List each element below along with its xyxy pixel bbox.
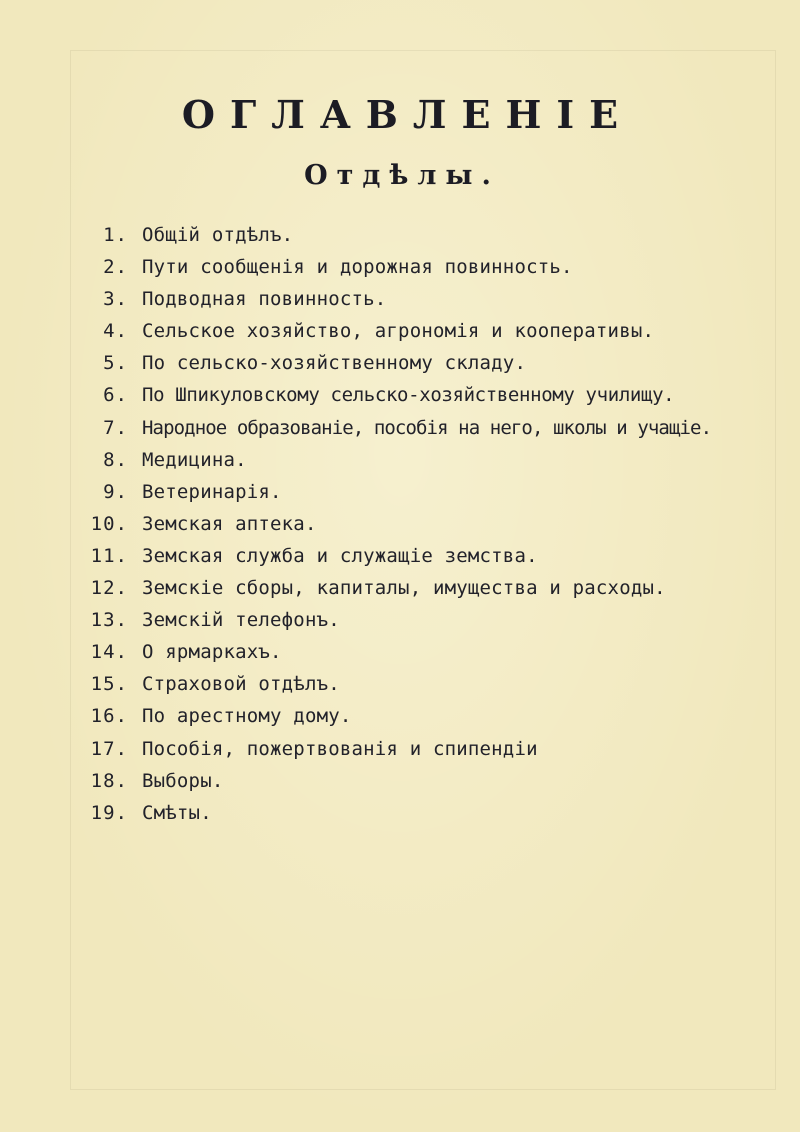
toc-item-number: 10. <box>90 512 128 535</box>
toc-item-number: 4. <box>103 320 128 343</box>
toc-item-number: 5. <box>103 352 128 375</box>
toc-item-number: 2. <box>103 256 128 279</box>
toc-item-title: По сельско-хозяйственному складу. <box>142 352 527 375</box>
toc-item <box>0 251 800 283</box>
toc-item-title: Земская служба и служащіе земства. <box>142 544 538 567</box>
toc-item <box>0 668 800 700</box>
toc-item-title: Смѣты. <box>142 801 212 824</box>
toc-item-number: 9. <box>103 480 128 503</box>
toc-item-title: По арестному дому. <box>142 705 352 728</box>
toc-item-number: 15. <box>90 673 128 696</box>
toc-item-title: Медицина. <box>142 448 247 471</box>
toc-item <box>0 700 800 732</box>
toc-item-title: Пособія, пожертвованія и спипендіи <box>142 737 538 760</box>
toc-item-title: Выборы. <box>142 769 224 792</box>
toc-item <box>0 797 800 829</box>
toc-item-title: Ветеринарія. <box>142 480 282 503</box>
toc-item <box>0 283 800 315</box>
toc-item <box>0 379 800 411</box>
toc-item-number: 8. <box>103 448 128 471</box>
toc-item-title: Народное образованіе, пособія на него, школы и учащіе. <box>142 416 712 439</box>
toc-item-title: Земскій телефонъ. <box>142 609 340 632</box>
toc-item-number: 12. <box>90 577 128 600</box>
toc-item-number: 13. <box>90 609 128 632</box>
toc-item <box>0 476 800 508</box>
table-of-contents <box>0 219 800 829</box>
toc-item-number: 18. <box>90 769 128 792</box>
toc-item-number: 7. <box>103 416 128 439</box>
toc-item <box>0 219 800 251</box>
toc-item <box>0 315 800 347</box>
section-subtitle: Отдѣлы. <box>304 160 500 191</box>
toc-item-title: О ярмаркахъ. <box>142 641 282 664</box>
page-title: ОГЛАВЛЕНІЕ <box>181 92 634 137</box>
toc-item <box>0 412 800 444</box>
toc-item <box>0 508 800 540</box>
toc-item <box>0 572 800 604</box>
toc-item <box>0 347 800 379</box>
toc-item <box>0 733 800 765</box>
toc-item <box>0 604 800 636</box>
toc-item <box>0 765 800 797</box>
toc-item-number: 11. <box>90 544 128 567</box>
toc-item-number: 3. <box>103 288 128 311</box>
toc-item-title: Пути сообщенія и дорожная повинность. <box>142 256 573 279</box>
toc-item-number: 6. <box>103 384 128 407</box>
toc-item-title: Подводная повинность. <box>142 288 387 311</box>
toc-item <box>0 636 800 668</box>
toc-item-title: Общій отдѣлъ. <box>142 224 294 246</box>
toc-item-title: Страховой отдѣлъ. <box>142 673 340 696</box>
toc-item <box>0 540 800 572</box>
toc-item-number: 17. <box>90 737 128 760</box>
toc-item-number: 16. <box>90 705 128 728</box>
toc-item-number: 19. <box>90 801 128 824</box>
toc-item-title: Земская аптека. <box>142 512 317 535</box>
toc-item <box>0 444 800 476</box>
toc-item-number: 14. <box>90 641 128 664</box>
toc-item-title: Земскіе сборы, капиталы, имущества и расходы. <box>142 577 666 600</box>
toc-item-number: 1. <box>103 224 128 246</box>
toc-item-title: По Шпикуловскому сельско-хозяйственному училищу. <box>142 384 675 407</box>
toc-item-title: Сельское хозяйство, агрономія и кооперативы. <box>142 320 655 343</box>
